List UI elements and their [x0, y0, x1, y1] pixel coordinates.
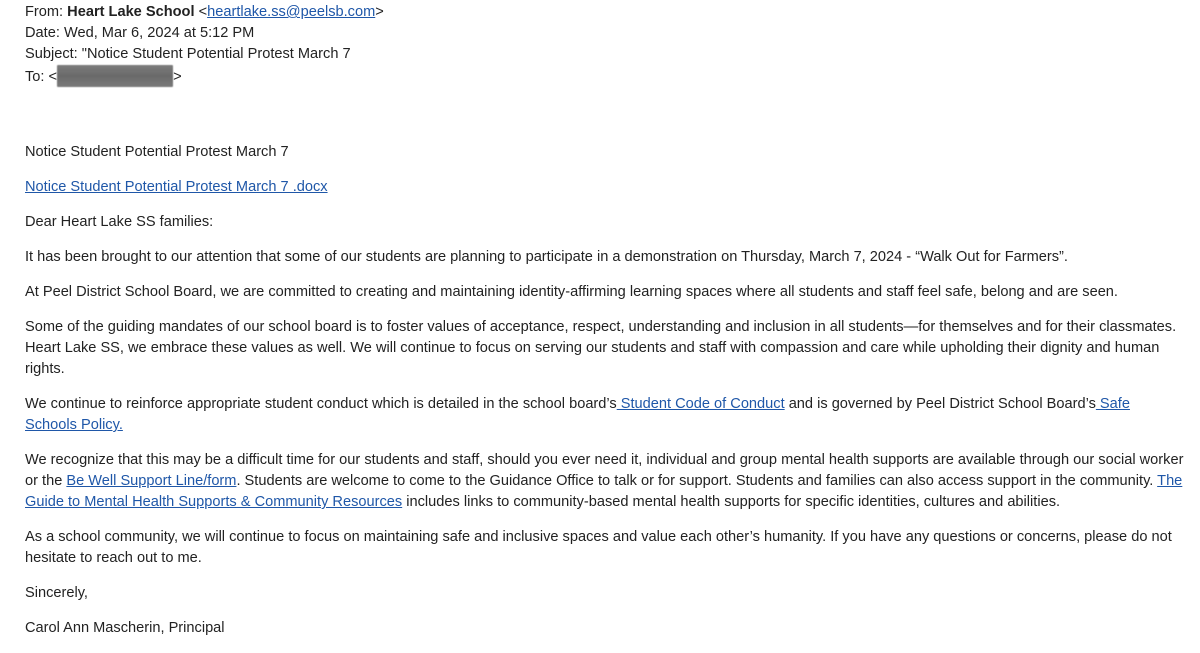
to-label: To: — [25, 69, 45, 85]
student-code-of-conduct-link[interactable]: Student Code of Conduct — [616, 396, 785, 412]
subject-row — [25, 44, 384, 65]
to-open-bracket: < — [48, 69, 58, 85]
paragraph-4-text-a: We continue to reinforce appropriate student conduct which is detailed in the school board’s — [25, 396, 617, 412]
from-open-bracket: < — [198, 4, 208, 20]
to-row — [25, 65, 384, 88]
sender-name: Heart Lake School — [67, 4, 195, 20]
date-label: Date: — [25, 25, 60, 41]
mental-health-guide-link[interactable]: The Guide to Mental Health Supports & Community Resources — [25, 473, 1183, 510]
safe-schools-policy-link[interactable]: Safe Schools Policy. — [25, 396, 1130, 433]
from-row — [25, 2, 384, 23]
to-close-bracket: > — [173, 69, 182, 85]
attachment-link[interactable]: Notice Student Potential Protest March 7 .docx — [25, 179, 328, 195]
closing: Sincerely, — [25, 585, 88, 601]
paragraph-4 — [25, 394, 1185, 436]
email-body — [25, 142, 1185, 653]
redacted-recipient — [57, 65, 173, 87]
paragraph-4-text-b: and is governed by Peel District School Board’s — [784, 396, 1096, 412]
subject-label: Subject: — [25, 46, 78, 62]
signature: Carol Ann Mascherin, Principal — [25, 620, 225, 636]
be-well-support-link[interactable]: Be Well Support Line/form — [66, 473, 237, 489]
from-close-bracket: > — [375, 4, 384, 20]
body-title: Notice Student Potential Protest March 7 — [25, 144, 289, 160]
date-value: Wed, Mar 6, 2024 at 5:12 PM — [63, 25, 255, 41]
from-label: From: — [25, 4, 64, 20]
sender-email-link[interactable]: heartlake.ss@peelsb.com — [207, 4, 376, 20]
date-row — [25, 23, 384, 44]
paragraph-5-text-c: includes links to community-based mental health supports for specific identities, cultures and abilities. — [402, 494, 1061, 510]
subject-value: "Notice Student Potential Protest March 7 — [81, 46, 351, 62]
paragraph-5-text-b: . Students are welcome to come to the Guidance Office to talk or for support. Students and families can also access support in the community. — [236, 473, 1158, 489]
greeting: Dear Heart Lake SS families: — [25, 214, 214, 230]
paragraph-1: It has been brought to our attention that some of our students are planning to participate in a demonstration on Thursday, March 7, 2024 - “Walk Out for Farmers”. — [25, 249, 1068, 265]
paragraph-3: Some of the guiding mandates of our school board is to foster values of acceptance, respect, understanding and inclusion in all students—for themselves and for their classmates. Heart Lake SS, we embrace these values as well. We will continue to focus on serving our students and staff with compassion and care while upholding their dignity and human rights. — [25, 319, 1177, 377]
paragraph-5 — [25, 450, 1185, 513]
email-header — [25, 2, 384, 88]
paragraph-6: As a school community, we will continue to focus on maintaining safe and inclusive spaces and value each other’s humanity. If you have any questions or concerns, please do not hesitate to reach out to me. — [25, 529, 1172, 566]
paragraph-2: At Peel District School Board, we are committed to creating and maintaining identity-affirming learning spaces where all students and staff feel safe, belong and are seen. — [25, 284, 1118, 300]
paragraph-5-text-a: We recognize that this may be a difficult time for our students and staff, should you ever need it, individual and group mental health supports are available through our social worker or the — [25, 452, 1184, 489]
